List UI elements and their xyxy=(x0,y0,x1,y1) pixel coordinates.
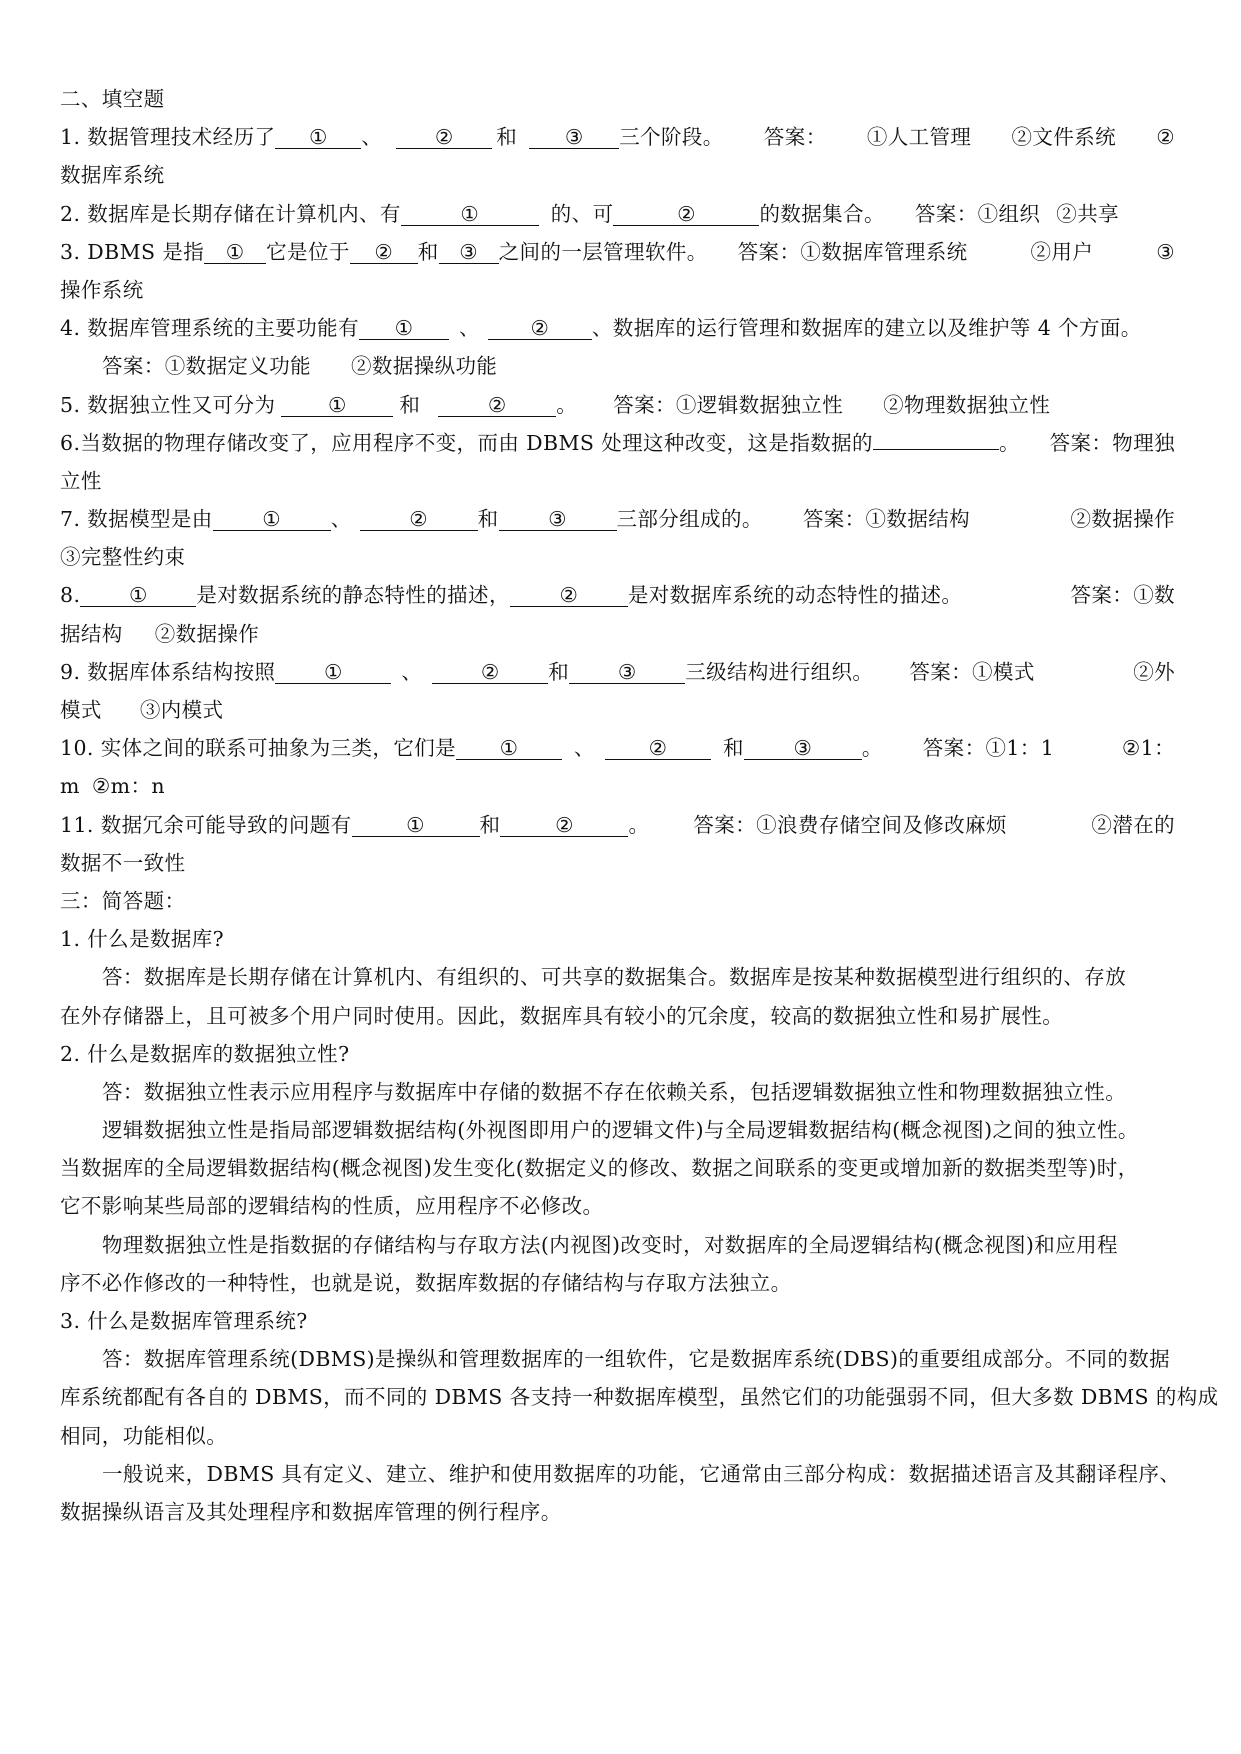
question-number: 7. xyxy=(60,507,81,532)
answer-1: ①人工管理 xyxy=(866,125,972,150)
answer-blank: ① xyxy=(281,394,393,417)
answer-3: ② xyxy=(1156,125,1175,150)
answer-blank xyxy=(873,427,999,450)
answer-paragraph-line: 答：数据独立性表示应用程序与数据库中存储的数据不存在依赖关系，包括逻辑数据独立性和物理数据独立性。 xyxy=(102,1079,1127,1104)
question-number: 11. xyxy=(60,812,94,837)
question-number: 10. xyxy=(60,736,94,761)
question-number: 6. xyxy=(60,430,81,455)
answer-1: ①组织 xyxy=(977,201,1041,226)
answer-1: ①数据结构 xyxy=(865,507,971,532)
answer-label: 答案： xyxy=(802,507,866,532)
answer-blank: ③ xyxy=(499,508,617,531)
answer-blank: ② xyxy=(438,394,556,417)
question-5: 5. 数据独立性又可分为 ① 和 ② 。 答案：①逻辑数据独立性 ②物理数据独立性 xyxy=(60,392,1051,417)
answer-2: ②数据操作 xyxy=(1070,507,1175,532)
answer-paragraph-line: 物理数据独立性是指数据的存储结构与存取方法(内视图)改变时，对数据库的全局逻辑结构(概念视图)和应用程 xyxy=(102,1232,1118,1257)
question-number: 3. xyxy=(60,239,81,264)
answer-1: ①数 xyxy=(1133,583,1175,608)
answer-2: ②共享 xyxy=(1056,201,1119,226)
answer-blank: ① xyxy=(359,317,449,340)
answer-blank: ① xyxy=(275,661,391,684)
question-10-answer-cont xyxy=(60,767,1175,805)
question-6: 6.当数据的物理存储改变了，应用程序不变，而由 DBMS 处理这种改变，这是指数据的 。 答案：物理独 xyxy=(60,424,1175,462)
answer-blank: ① xyxy=(401,203,539,226)
question-text: 是对数据系统的静态特性的描述， xyxy=(196,583,510,608)
question-number: 9. xyxy=(60,659,81,684)
answer-paragraph-line: 当数据库的全局逻辑数据结构(概念视图)发生变化(数据定义的修改、数据之间联系的变更或增加新的数据类型等)时， xyxy=(60,1156,1139,1181)
answer-continuation: 立性 xyxy=(60,468,102,493)
answer-paragraph-line: 答：数据库是长期存储在计算机内、有组织的、可共享的数据集合。数据库是按某种数据模型进行组织的、存放 xyxy=(102,965,1127,990)
question-8-answer-cont xyxy=(60,615,1175,653)
answer-label: 答案： xyxy=(909,659,973,684)
answer-1: ①1：1 xyxy=(985,736,1055,761)
question-number: 5. xyxy=(60,392,81,417)
question-8: 8. ① 是对数据系统的静态特性的描述， ② 是对数据库系统的动态特性的描述。 答案：①数 xyxy=(60,583,1175,608)
answer-1: ①数据定义功能 xyxy=(164,354,312,379)
question-2: 2. 数据库是长期存储在计算机内、有 ① 的、可 ② 的数据集合。 答案：①组织 ②共享 xyxy=(60,201,1119,226)
question-10: 10. 实体之间的联系可抽象为三类，它们是 ① 、 ② 和 ③ 。 答案：①1：1 ②1： xyxy=(60,729,1175,767)
short-question-1-title: 1. 什么是数据库? xyxy=(60,927,225,952)
answer-3: ③内模式 xyxy=(139,698,224,722)
answer-blank: ② xyxy=(350,241,418,264)
answer-blank: ② xyxy=(432,661,548,684)
answer-paragraph-line: 相同，功能相似。 xyxy=(60,1423,228,1448)
answer-blank: ① xyxy=(213,508,331,531)
answer-blank: ③ xyxy=(569,661,685,684)
answer-paragraph-line: 一般说来，DBMS 具有定义、建立、维护和使用数据库的功能，它通常由三部分构成：数据描述语言及其翻译程序、 xyxy=(102,1461,1181,1486)
answer-blank: ① xyxy=(352,814,480,837)
question-text: 数据管理技术经历了 xyxy=(87,125,276,150)
answer-2: ②1： xyxy=(1121,736,1175,761)
short-question-3-title: 3. 什么是数据库管理系统? xyxy=(60,1309,308,1333)
section-title-short-answer: 三：简答题： xyxy=(60,888,186,913)
question-text: 数据库是长期存储在计算机内、有 xyxy=(87,201,401,226)
answer-blank: ② xyxy=(360,508,478,531)
answer-continuation: 模式 xyxy=(60,698,102,722)
question-9-answer-cont xyxy=(60,691,1175,729)
answer-blank: ③ xyxy=(529,126,619,149)
question-text: 数据模型是由 xyxy=(87,507,213,532)
answer-blank: ① xyxy=(80,584,196,607)
question-3: 3. DBMS 是指 ① 它是位于 ② 和 ③ 之间的一层管理软件。 答案：①数据库管理系统 ②用户 ③ xyxy=(60,233,1175,271)
answer-2: ②物理数据独立性 xyxy=(883,392,1051,417)
question-4-answer xyxy=(60,347,1175,385)
answer-1: ①浪费存储空间及修改麻烦 xyxy=(756,812,1007,837)
answer-2: ②文件系统 xyxy=(1011,125,1117,150)
answer-blank: ① xyxy=(275,126,361,149)
question-text: DBMS 是指 xyxy=(87,239,205,264)
question-number: 8. xyxy=(60,583,81,608)
answer-continuation: 数据不一致性 xyxy=(60,850,186,875)
answer-1: 物理独 xyxy=(1112,430,1175,455)
answer-blank: ② xyxy=(510,584,628,607)
answer-blank: ② xyxy=(605,737,711,760)
answer-label: 答案： xyxy=(613,392,676,417)
question-11: 11. 数据冗余可能导致的问题有 ① 和 ② 。 答案：①浪费存储空间及修改麻烦 ②潜在的 xyxy=(60,806,1175,844)
answer-continuation: 据结构 xyxy=(60,621,123,646)
answer-blank: ② xyxy=(500,814,628,837)
answer-blank: ② xyxy=(613,203,759,226)
answer-1: ①逻辑数据独立性 xyxy=(675,392,844,417)
answer-label: 答案： xyxy=(763,125,827,150)
answer-paragraph-line: 库系统都配有各自的 DBMS，而不同的 DBMS 各支持一种数据库模型，虽然它们的功能强弱不同，但大多数 DBMS 的构成 xyxy=(60,1385,1219,1410)
answer-2: ②外 xyxy=(1133,659,1175,684)
question-text: 数据库管理系统的主要功能有 xyxy=(87,316,359,341)
answer-2: ②数据操纵功能 xyxy=(351,354,498,379)
question-text: 数据库体系结构按照 xyxy=(87,659,276,684)
answer-2: ②潜在的 xyxy=(1091,812,1175,837)
question-number: 2. xyxy=(60,201,81,226)
answer-label: 答案： xyxy=(693,812,757,837)
answer-1: ①数据库管理系统 xyxy=(800,239,968,264)
answer-paragraph-line: 答：数据库管理系统(DBMS)是操纵和管理数据库的一组软件，它是数据库系统(DBS)的重要组成部分。不同的数据 xyxy=(102,1347,1171,1372)
question-text: 实体之间的联系可抽象为三类，它们是 xyxy=(100,736,457,761)
question-number: 1. xyxy=(60,125,81,150)
answer-paragraph-line: 数据操纵语言及其处理程序和数据库管理的例行程序。 xyxy=(60,1499,562,1524)
short-question-2-title: 2. 什么是数据库的数据独立性? xyxy=(60,1041,350,1066)
answer-label: 答案： xyxy=(1049,430,1113,455)
answer-blank: ① xyxy=(456,737,562,760)
question-text: 当数据的物理存储改变了，应用程序不变，而由 DBMS 处理这种改变，这是指数据的 xyxy=(80,430,873,455)
answer-continuation: ③完整性约束 xyxy=(60,545,186,570)
answer-continuation: m xyxy=(60,774,80,799)
answer-label: 答案： xyxy=(922,736,986,761)
answer-blank: ③ xyxy=(439,241,499,264)
answer-continuation: 操作系统 xyxy=(60,277,144,302)
answer-paragraph-line: 在外存储器上，且可被多个用户同时使用。因此，数据库具有较小的冗余度，较高的数据独立性和易扩展性。 xyxy=(60,1003,1064,1028)
question-7: 7. 数据模型是由 ① 、 ② 和 ③ 三部分组成的。 答案：①数据结构 ②数据操作 xyxy=(60,500,1175,538)
answer-1: ①模式 xyxy=(972,659,1035,684)
answer-blank: ② xyxy=(396,126,492,149)
question-text: 数据独立性又可分为 xyxy=(87,392,276,417)
answer-blank: ② xyxy=(488,317,592,340)
answer-blank: ③ xyxy=(744,737,862,760)
answer-continuation: 数据库系统 xyxy=(60,163,165,188)
answer-paragraph-line: 它不影响某些局部的逻辑结构的性质，应用程序不必修改。 xyxy=(60,1194,604,1219)
answer-label: 答案： xyxy=(914,201,978,226)
answer-2: ②数据操作 xyxy=(154,621,260,646)
answer-3: ②m：n xyxy=(91,774,165,799)
answer-2: ②用户 xyxy=(1030,239,1094,264)
answer-label: 答案： xyxy=(1070,583,1134,608)
question-4: 4. 数据库管理系统的主要功能有 ① 、 ② 、数据库的运行管理和数据库的建立以及维护等 4 个方面。 xyxy=(60,316,1142,341)
answer-paragraph-line: 序不必作修改的一种特性，也就是说，数据库数据的存储结构与存取方法独立。 xyxy=(60,1270,792,1295)
answer-label: 答案： xyxy=(102,354,165,379)
question-9: 9. 数据库体系结构按照 ① 、 ② 和 ③ 三级结构进行组织。 答案：①模式 ②外 xyxy=(60,653,1175,691)
answer-blank: ① xyxy=(204,241,266,264)
question-number: 4. xyxy=(60,316,81,341)
question-1: 1. 数据管理技术经历了 ① 、 ② 和 ③ 三个阶段。 答案： ①人工管理 ②文件系统 ② xyxy=(60,118,1175,156)
question-text: 数据冗余可能导致的问题有 xyxy=(100,812,352,837)
answer-paragraph-line: 逻辑数据独立性是指局部逻辑数据结构(外视图即用户的逻辑文件)与全局逻辑数据结构(概念视图)之间的独立性。 xyxy=(102,1118,1139,1143)
answer-label: 答案： xyxy=(737,239,801,264)
answer-3: ③ xyxy=(1156,239,1175,264)
section-title-fill-blank: 二、填空题 xyxy=(60,87,165,111)
